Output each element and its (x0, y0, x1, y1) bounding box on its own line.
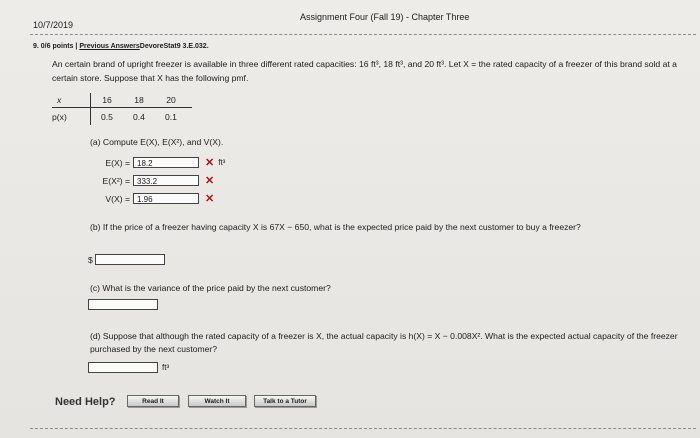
assignment-title: Assignment Four (Fall 19) - Chapter Three (300, 12, 470, 22)
capacity-unit: ft³ (162, 363, 170, 372)
pmf-divider-h (52, 107, 192, 108)
incorrect-icon: ✕ (205, 157, 215, 169)
header-date: 10/7/2019 (33, 20, 74, 30)
pmf-table (52, 93, 192, 125)
incorrect-icon: ✕ (205, 175, 215, 187)
currency-symbol: $ (88, 254, 93, 265)
answer-row-vx (78, 192, 214, 205)
pmf-p-label: p(x) (52, 112, 67, 122)
pmf-p-cell: 0.1 (165, 112, 177, 122)
ex-unit: ft³ (218, 158, 226, 167)
pmf-x-cell: 16 (102, 95, 112, 105)
pmf-x-cell: 20 (166, 95, 176, 105)
pmf-p-cell: 0.5 (101, 112, 113, 122)
variance-input[interactable] (88, 299, 158, 310)
answer-row-ex (78, 156, 225, 169)
vx-label: V(X) = (105, 193, 130, 204)
problem-text: An certain brand of upright freezer is available in three different rated capacities: 16 ft³, 18 ft³, and 20 ft³. Let X = the rated capacity of a freezer of this brand sold at a certain store. Suppose that X has the following pmf. (52, 59, 677, 83)
previous-answers-link[interactable]: Previous Answers (79, 43, 140, 50)
answer-row-ex2 (78, 174, 214, 187)
answer-row-price (88, 254, 165, 265)
answer-row-variance (88, 299, 158, 310)
part-d-prompt: (d) Suppose that although the rated capacity of a freezer is X, the actual capacity is h(X) = X − 0.008X². What is the expected actual capacity of the freezer purchased by the next customer? (90, 331, 678, 354)
expected-price-input[interactable] (95, 254, 165, 265)
talk-to-tutor-button[interactable]: Talk to a Tutor (254, 395, 316, 407)
answer-row-capacity (88, 362, 169, 373)
pmf-x-cell: 18 (134, 95, 144, 105)
read-it-button[interactable]: Read It (127, 395, 179, 407)
ex2-input[interactable]: 333.2 (133, 175, 199, 186)
part-c-prompt: (c) What is the variance of the price paid by the next customer? (90, 283, 331, 293)
part-b-prompt: (b) If the price of a freezer having capacity X is 67X − 650, what is the expected price paid by the next customer to buy a freezer? (90, 222, 581, 232)
ex2-label: E(X²) = (102, 175, 130, 186)
footer-divider (30, 428, 696, 429)
separator: | (73, 43, 80, 50)
watch-it-button[interactable]: Watch It (188, 395, 246, 407)
question-source: DevoreStat9 3.E.032. (139, 43, 209, 50)
ex-label: E(X) = (105, 157, 130, 168)
incorrect-icon: ✕ (205, 193, 215, 205)
actual-capacity-input[interactable] (88, 362, 158, 373)
question-header (33, 43, 209, 50)
need-help-label: Need Help? (55, 396, 116, 408)
ex-input[interactable]: 18.2 (133, 157, 199, 168)
vx-input[interactable]: 1.96 (133, 193, 199, 204)
pmf-x-label: x (57, 95, 62, 105)
part-a-prompt: (a) Compute E(X), E(X²), and V(X). (90, 137, 224, 147)
pmf-divider-v (90, 93, 91, 125)
question-points: 9. 0/6 points (33, 43, 74, 50)
pmf-p-cell: 0.4 (133, 112, 145, 122)
header-divider (30, 34, 696, 35)
